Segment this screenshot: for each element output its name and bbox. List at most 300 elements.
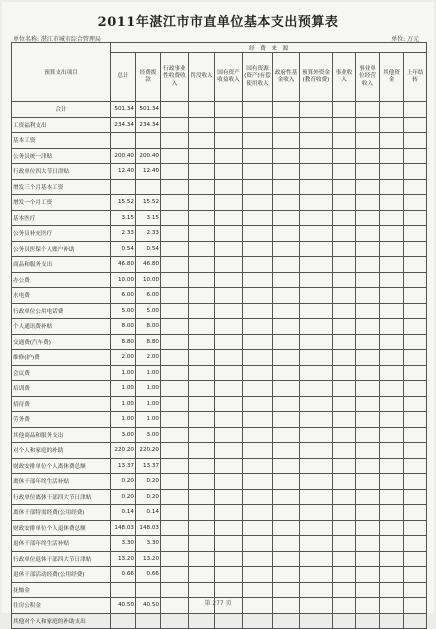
- row-empty-cell: [333, 474, 356, 490]
- table-row: [12, 241, 427, 257]
- row-total: 0.66: [111, 567, 136, 583]
- row-empty-cell: [189, 303, 215, 319]
- row-empty-cell: [215, 195, 243, 211]
- row-empty-cell: [333, 396, 356, 412]
- row-empty-cell: [243, 288, 273, 304]
- row-empty-cell: [380, 241, 404, 257]
- row-empty-cell: [243, 164, 273, 180]
- row-empty-cell: [215, 241, 243, 257]
- row-empty-cell: [404, 381, 427, 397]
- table-row: [12, 396, 427, 412]
- row-empty-cell: [333, 133, 356, 149]
- row-empty-cell: [300, 365, 333, 381]
- row-empty-cell: [243, 443, 273, 459]
- header-source-group: 经 费 来 源: [111, 43, 427, 53]
- row-empty-cell: [161, 489, 189, 505]
- row-empty-cell: [215, 582, 243, 598]
- row-total: 0.14: [111, 505, 136, 521]
- row-empty-cell: [333, 334, 356, 350]
- row-empty-cell: [404, 551, 427, 567]
- row-empty-cell: [356, 164, 380, 180]
- row-total: [111, 133, 136, 149]
- table-row: [12, 257, 427, 273]
- row-empty-cell: [189, 381, 215, 397]
- header-source-state-assets: 国有资产收益收入: [215, 53, 243, 102]
- row-empty-cell: [189, 319, 215, 335]
- row-empty-cell: [243, 365, 273, 381]
- row-empty-cell: [161, 210, 189, 226]
- row-empty-cell: [404, 241, 427, 257]
- document-title: 2011年湛江市市直单位基本支出预算表: [97, 15, 339, 30]
- table-row: [12, 489, 427, 505]
- row-total: 1.00: [111, 412, 136, 428]
- row-empty-cell: [189, 520, 215, 536]
- row-empty-cell: [380, 551, 404, 567]
- row-appropriation: 1.00: [136, 412, 161, 428]
- row-item-name: 公务员统一津贴: [12, 148, 111, 164]
- row-empty-cell: [215, 117, 243, 133]
- row-item-name: 行政单位离休干部四大节日津贴: [12, 489, 111, 505]
- row-empty-cell: [356, 350, 380, 366]
- row-empty-cell: [273, 582, 300, 598]
- row-total: 15.52: [111, 195, 136, 211]
- row-item-name: 水电费: [12, 288, 111, 304]
- row-total: 12.40: [111, 164, 136, 180]
- row-total: 220.20: [111, 443, 136, 459]
- row-item-name: 退休干部活动经费(公用经费): [12, 567, 111, 583]
- row-appropriation: 15.52: [136, 195, 161, 211]
- row-empty-cell: [273, 536, 300, 552]
- row-empty-cell: [161, 257, 189, 273]
- table-row: [12, 443, 427, 459]
- row-appropriation: 10.00: [136, 272, 161, 288]
- row-empty-cell: [161, 288, 189, 304]
- row-appropriation: 13.37: [136, 458, 161, 474]
- row-empty-cell: [333, 350, 356, 366]
- row-appropriation: 8.00: [136, 319, 161, 335]
- row-empty-cell: [356, 210, 380, 226]
- row-empty-cell: [356, 319, 380, 335]
- row-appropriation: 0.20: [136, 489, 161, 505]
- row-empty-cell: [215, 288, 243, 304]
- row-empty-cell: [189, 458, 215, 474]
- row-empty-cell: [356, 257, 380, 273]
- row-empty-cell: [333, 365, 356, 381]
- row-item-name: 招待费: [12, 396, 111, 412]
- row-empty-cell: [380, 133, 404, 149]
- row-appropriation: 46.80: [136, 257, 161, 273]
- row-empty-cell: [380, 582, 404, 598]
- header-source-fines: 罚没收入: [189, 53, 215, 102]
- row-appropriation: 0.20: [136, 474, 161, 490]
- row-empty-cell: [161, 613, 189, 629]
- row-empty-cell: [273, 396, 300, 412]
- row-empty-cell: [380, 303, 404, 319]
- table-row: [12, 179, 427, 195]
- table-row: [12, 303, 427, 319]
- row-empty-cell: [300, 117, 333, 133]
- row-empty-cell: [243, 241, 273, 257]
- row-total: 8.80: [111, 334, 136, 350]
- row-empty-cell: [273, 226, 300, 242]
- row-item-name: 离休干部年终生活补贴: [12, 474, 111, 490]
- row-item-name: 合计: [12, 102, 111, 118]
- row-empty-cell: [356, 226, 380, 242]
- row-item-name: 住房公积金: [12, 598, 111, 614]
- row-empty-cell: [161, 381, 189, 397]
- row-empty-cell: [380, 427, 404, 443]
- row-empty-cell: [215, 412, 243, 428]
- row-total: 200.40: [111, 148, 136, 164]
- row-empty-cell: [356, 567, 380, 583]
- row-empty-cell: [380, 365, 404, 381]
- row-total: 40.50: [111, 598, 136, 614]
- row-empty-cell: [333, 613, 356, 629]
- row-empty-cell: [356, 613, 380, 629]
- row-empty-cell: [189, 350, 215, 366]
- row-empty-cell: [189, 164, 215, 180]
- row-empty-cell: [161, 396, 189, 412]
- row-empty-cell: [215, 567, 243, 583]
- row-empty-cell: [161, 412, 189, 428]
- row-empty-cell: [189, 582, 215, 598]
- row-empty-cell: [243, 489, 273, 505]
- row-item-name: 行政单位公用电话费: [12, 303, 111, 319]
- row-empty-cell: [189, 334, 215, 350]
- row-appropriation: 200.40: [136, 148, 161, 164]
- row-empty-cell: [404, 505, 427, 521]
- row-empty-cell: [161, 133, 189, 149]
- row-empty-cell: [404, 117, 427, 133]
- row-empty-cell: [380, 319, 404, 335]
- row-empty-cell: [273, 133, 300, 149]
- row-empty-cell: [333, 257, 356, 273]
- row-empty-cell: [273, 288, 300, 304]
- row-total: 501.34: [111, 102, 136, 118]
- row-empty-cell: [404, 613, 427, 629]
- row-empty-cell: [273, 505, 300, 521]
- row-appropriation: 3.30: [136, 536, 161, 552]
- row-empty-cell: [273, 412, 300, 428]
- row-empty-cell: [243, 102, 273, 118]
- row-empty-cell: [333, 536, 356, 552]
- table-row: [12, 102, 427, 118]
- row-empty-cell: [161, 226, 189, 242]
- row-empty-cell: [243, 195, 273, 211]
- table-row: [12, 458, 427, 474]
- row-empty-cell: [161, 582, 189, 598]
- row-empty-cell: [380, 474, 404, 490]
- row-empty-cell: [380, 210, 404, 226]
- row-item-name: 离休干部特需经费(公用经费): [12, 505, 111, 521]
- row-total: 8.00: [111, 319, 136, 335]
- row-appropriation: [136, 613, 161, 629]
- row-appropriation: [136, 179, 161, 195]
- table-row: [12, 412, 427, 428]
- row-empty-cell: [404, 458, 427, 474]
- row-empty-cell: [404, 179, 427, 195]
- row-empty-cell: [273, 381, 300, 397]
- row-empty-cell: [273, 458, 300, 474]
- row-item-name: 财政安排单位个人退休费总额: [12, 520, 111, 536]
- row-empty-cell: [189, 567, 215, 583]
- row-appropriation: 0.54: [136, 241, 161, 257]
- row-empty-cell: [404, 350, 427, 366]
- row-empty-cell: [300, 179, 333, 195]
- row-empty-cell: [404, 489, 427, 505]
- row-empty-cell: [333, 567, 356, 583]
- row-empty-cell: [189, 613, 215, 629]
- header-source-carryover: 上年结转: [404, 53, 427, 102]
- row-total: 13.20: [111, 551, 136, 567]
- row-total: 0.20: [111, 474, 136, 490]
- row-empty-cell: [380, 272, 404, 288]
- row-item-name: 培训费: [12, 381, 111, 397]
- row-empty-cell: [356, 520, 380, 536]
- row-empty-cell: [404, 319, 427, 335]
- row-item-name: 行政单位四大节日津贴: [12, 164, 111, 180]
- row-empty-cell: [273, 272, 300, 288]
- row-empty-cell: [243, 179, 273, 195]
- row-empty-cell: [404, 334, 427, 350]
- row-empty-cell: [380, 102, 404, 118]
- row-empty-cell: [273, 241, 300, 257]
- row-empty-cell: [215, 505, 243, 521]
- row-empty-cell: [333, 148, 356, 164]
- row-empty-cell: [333, 272, 356, 288]
- row-empty-cell: [380, 117, 404, 133]
- row-empty-cell: [243, 536, 273, 552]
- row-empty-cell: [404, 164, 427, 180]
- row-appropriation: 0.14: [136, 505, 161, 521]
- row-empty-cell: [300, 613, 333, 629]
- row-appropriation: 148.03: [136, 520, 161, 536]
- row-empty-cell: [300, 195, 333, 211]
- row-empty-cell: [189, 427, 215, 443]
- row-total: 46.80: [111, 257, 136, 273]
- header-total: 总计: [111, 53, 136, 102]
- row-total: 1.00: [111, 381, 136, 397]
- row-empty-cell: [333, 381, 356, 397]
- row-empty-cell: [380, 505, 404, 521]
- row-empty-cell: [333, 179, 356, 195]
- row-empty-cell: [380, 412, 404, 428]
- row-empty-cell: [380, 257, 404, 273]
- row-empty-cell: [215, 551, 243, 567]
- row-empty-cell: [161, 536, 189, 552]
- row-empty-cell: [333, 241, 356, 257]
- row-empty-cell: [189, 505, 215, 521]
- row-empty-cell: [356, 489, 380, 505]
- row-empty-cell: [161, 319, 189, 335]
- row-empty-cell: [273, 303, 300, 319]
- row-empty-cell: [300, 272, 333, 288]
- row-empty-cell: [273, 443, 300, 459]
- header-source-appropriation: 经费拨款: [136, 53, 161, 102]
- row-empty-cell: [243, 148, 273, 164]
- row-empty-cell: [404, 257, 427, 273]
- row-empty-cell: [215, 396, 243, 412]
- row-empty-cell: [404, 272, 427, 288]
- row-item-name: 行政单位退休干部四大节日津贴: [12, 551, 111, 567]
- row-item-name: 商品和服务支出: [12, 257, 111, 273]
- row-empty-cell: [404, 365, 427, 381]
- row-item-name: 增发三个月基本工资: [12, 179, 111, 195]
- table-row: [12, 365, 427, 381]
- row-empty-cell: [300, 148, 333, 164]
- row-item-name: 公务员补充医疗: [12, 226, 111, 242]
- row-empty-cell: [333, 582, 356, 598]
- row-total: 1.00: [111, 396, 136, 412]
- row-empty-cell: [243, 334, 273, 350]
- row-empty-cell: [404, 443, 427, 459]
- row-appropriation: 1.00: [136, 365, 161, 381]
- row-empty-cell: [161, 303, 189, 319]
- budget-table: [11, 42, 427, 629]
- row-empty-cell: [215, 102, 243, 118]
- row-empty-cell: [333, 505, 356, 521]
- row-empty-cell: [161, 102, 189, 118]
- row-empty-cell: [215, 319, 243, 335]
- row-empty-cell: [404, 133, 427, 149]
- row-empty-cell: [161, 365, 189, 381]
- row-empty-cell: [300, 396, 333, 412]
- row-empty-cell: [215, 427, 243, 443]
- row-empty-cell: [404, 195, 427, 211]
- row-empty-cell: [215, 474, 243, 490]
- unit-name-label: 单位名称: 湛江市城市综合管理局: [13, 36, 101, 43]
- row-empty-cell: [380, 443, 404, 459]
- table-row: [12, 613, 427, 629]
- row-appropriation: 501.34: [136, 102, 161, 118]
- row-empty-cell: [243, 520, 273, 536]
- row-appropriation: 3.00: [136, 427, 161, 443]
- row-empty-cell: [300, 520, 333, 536]
- row-total: 5.00: [111, 303, 136, 319]
- row-empty-cell: [380, 350, 404, 366]
- row-appropriation: 1.00: [136, 381, 161, 397]
- row-empty-cell: [273, 195, 300, 211]
- row-item-name: 财政安排单位个人离休费总额: [12, 458, 111, 474]
- row-empty-cell: [356, 443, 380, 459]
- row-empty-cell: [189, 257, 215, 273]
- row-empty-cell: [243, 381, 273, 397]
- row-empty-cell: [161, 551, 189, 567]
- header-source-operating: 事业单位经营收入: [356, 53, 380, 102]
- row-empty-cell: [243, 133, 273, 149]
- header-source-gov-fund: 政府性基金收入: [273, 53, 300, 102]
- row-empty-cell: [333, 489, 356, 505]
- row-item-name: 交通费(汽车费): [12, 334, 111, 350]
- row-empty-cell: [356, 551, 380, 567]
- row-empty-cell: [300, 350, 333, 366]
- row-empty-cell: [243, 396, 273, 412]
- row-appropriation: 3.15: [136, 210, 161, 226]
- row-empty-cell: [356, 396, 380, 412]
- row-empty-cell: [215, 520, 243, 536]
- row-empty-cell: [380, 381, 404, 397]
- row-empty-cell: [273, 567, 300, 583]
- row-empty-cell: [243, 458, 273, 474]
- row-empty-cell: [161, 458, 189, 474]
- row-empty-cell: [300, 241, 333, 257]
- row-empty-cell: [189, 117, 215, 133]
- row-appropriation: 13.20: [136, 551, 161, 567]
- row-empty-cell: [404, 226, 427, 242]
- row-empty-cell: [356, 427, 380, 443]
- row-empty-cell: [380, 567, 404, 583]
- row-empty-cell: [161, 520, 189, 536]
- row-empty-cell: [333, 458, 356, 474]
- row-appropriation: 6.00: [136, 288, 161, 304]
- row-empty-cell: [300, 288, 333, 304]
- row-empty-cell: [161, 443, 189, 459]
- row-total: [111, 613, 136, 629]
- header-source-other: 其他资金: [380, 53, 404, 102]
- header-source-extrabudget: 预算外资金(教育收费): [300, 53, 333, 102]
- row-empty-cell: [273, 427, 300, 443]
- row-item-name: 基本医疗: [12, 210, 111, 226]
- row-item-name: 会议费: [12, 365, 111, 381]
- header-source-business: 事业收入: [333, 53, 356, 102]
- table-row: [12, 505, 427, 521]
- row-empty-cell: [356, 458, 380, 474]
- table-row: [12, 350, 427, 366]
- row-item-name: 公务员医保个人账户补助: [12, 241, 111, 257]
- row-empty-cell: [356, 288, 380, 304]
- header-source-state-resources: 国有资源(资产)有偿使用收入: [243, 53, 273, 102]
- row-empty-cell: [380, 613, 404, 629]
- row-empty-cell: [356, 117, 380, 133]
- table-row: [12, 148, 427, 164]
- row-empty-cell: [243, 551, 273, 567]
- row-empty-cell: [215, 536, 243, 552]
- row-empty-cell: [273, 164, 300, 180]
- row-empty-cell: [300, 319, 333, 335]
- row-total: 3.00: [111, 427, 136, 443]
- row-empty-cell: [333, 210, 356, 226]
- row-empty-cell: [380, 164, 404, 180]
- page-number: 第 277 页: [204, 600, 232, 607]
- row-appropriation: 2.00: [136, 350, 161, 366]
- table-row: [12, 164, 427, 180]
- row-empty-cell: [300, 536, 333, 552]
- row-empty-cell: [404, 582, 427, 598]
- row-item-name: 其他商品和服务支出: [12, 427, 111, 443]
- row-empty-cell: [273, 365, 300, 381]
- row-empty-cell: [215, 334, 243, 350]
- header-item: 预算支出项目: [12, 43, 111, 102]
- row-empty-cell: [404, 210, 427, 226]
- row-empty-cell: [189, 241, 215, 257]
- table-row: [12, 551, 427, 567]
- row-empty-cell: [300, 210, 333, 226]
- row-empty-cell: [356, 272, 380, 288]
- row-empty-cell: [356, 179, 380, 195]
- table-row: [12, 210, 427, 226]
- row-empty-cell: [404, 102, 427, 118]
- row-empty-cell: [300, 567, 333, 583]
- row-empty-cell: [215, 210, 243, 226]
- row-empty-cell: [189, 148, 215, 164]
- row-total: 234.34: [111, 117, 136, 133]
- row-item-name: 办公费: [12, 272, 111, 288]
- row-empty-cell: [404, 396, 427, 412]
- table-row: [12, 195, 427, 211]
- row-empty-cell: [356, 365, 380, 381]
- table-row: [12, 226, 427, 242]
- table-row: [12, 288, 427, 304]
